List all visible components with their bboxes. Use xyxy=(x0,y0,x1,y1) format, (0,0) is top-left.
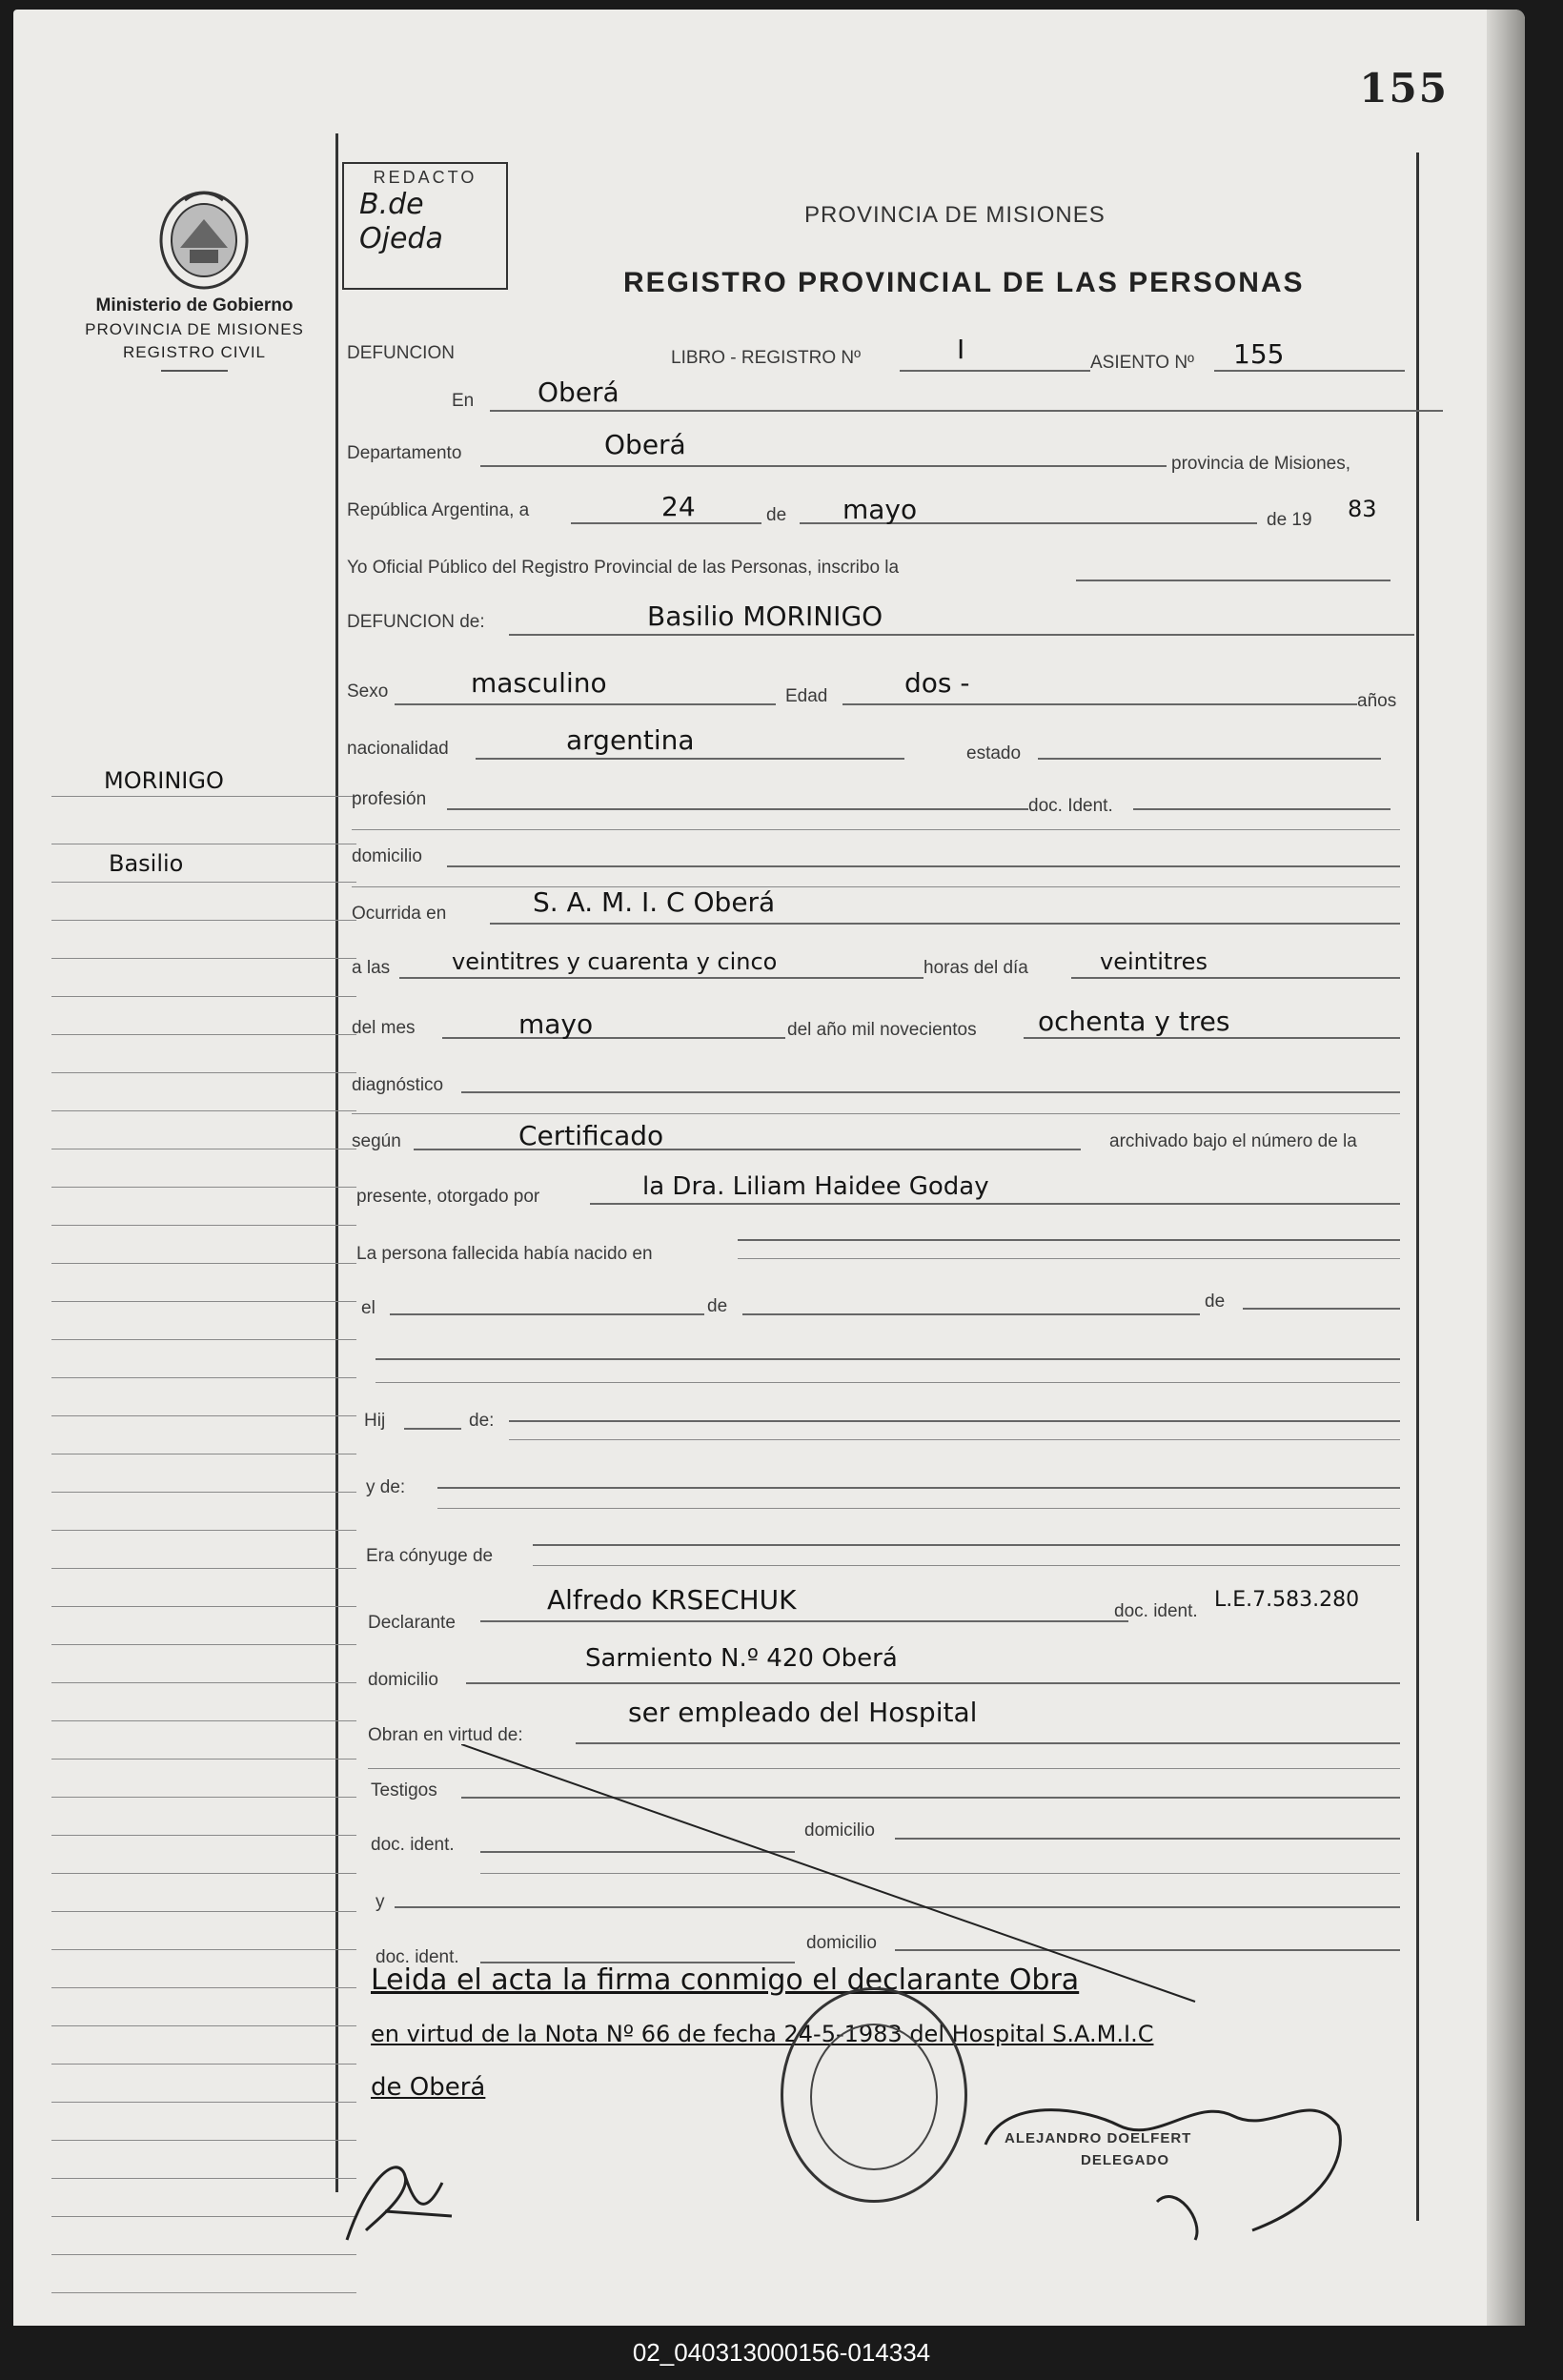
official-stamp xyxy=(781,1987,967,2203)
label-del-ano: del año mil novecientos xyxy=(787,1020,977,1040)
redacto-box xyxy=(342,162,508,290)
label-edad: Edad xyxy=(785,686,828,706)
ministry-header xyxy=(51,295,337,372)
value-edad: dos - xyxy=(904,667,970,699)
note-line1: Leida el acta la firma conmigo el declarante Obra xyxy=(371,1963,1080,1997)
label-doc-ident: doc. Ident. xyxy=(1028,796,1113,816)
label-nacionalidad: nacionalidad xyxy=(347,739,449,759)
value-mes: mayo xyxy=(842,494,918,525)
label-ocurrida: Ocurrida en xyxy=(352,904,447,924)
label-en: En xyxy=(452,391,475,411)
label-domicilio4: domicilio xyxy=(806,1933,877,1953)
register-page xyxy=(13,10,1525,2326)
label-doc-ident3: doc. ident. xyxy=(371,1835,455,1855)
label-de4: de: xyxy=(469,1411,495,1431)
label-segun: según xyxy=(352,1131,401,1151)
label-doc-ident2: doc. ident. xyxy=(1114,1601,1198,1621)
value-hora: veintitres y cuarenta y cinco xyxy=(452,948,778,975)
label-horas: horas del día xyxy=(924,958,1028,978)
left-margin-rule xyxy=(335,133,338,2192)
label-provincia: provincia de Misiones, xyxy=(1171,454,1350,474)
label-defuncion-de: DEFUNCION de: xyxy=(347,612,485,632)
value-declarante: Alfredo KRSECHUK xyxy=(547,1584,797,1616)
label-asiento: ASIENTO Nº xyxy=(1090,353,1194,373)
value-nacionalidad: argentina xyxy=(566,724,695,756)
stamp-official-title: DELEGADO xyxy=(1081,2152,1170,2168)
note-line2: en virtud de la Nota Nº 66 de fecha 24-5-1983 del Hospital S.A.M.I.C xyxy=(371,2021,1154,2047)
label-estado: estado xyxy=(966,743,1022,763)
label-de1: de xyxy=(766,505,787,525)
label-obran: Obran en virtud de: xyxy=(368,1725,523,1745)
value-declarante-doc: L.E.7.583.280 xyxy=(1214,1588,1360,1612)
value-obran: ser empleado del Hospital xyxy=(628,1697,978,1728)
label-del-mes: del mes xyxy=(352,1018,416,1038)
value-declarante-domicilio: Sarmiento N.º 420 Oberá xyxy=(585,1644,898,1673)
label-domicilio: domicilio xyxy=(352,846,422,866)
redacto-line2: Ojeda xyxy=(359,222,443,255)
value-departamento: Oberá xyxy=(604,429,686,460)
label-doc-ident4: doc. ident. xyxy=(376,1947,459,1967)
coat-of-arms-seal xyxy=(147,181,261,295)
label-de-year: de 19 xyxy=(1267,510,1312,530)
label-declarante: Declarante xyxy=(368,1613,456,1633)
label-hij: Hij xyxy=(364,1411,386,1431)
value-segun: Certificado xyxy=(518,1120,664,1151)
ministry-name: Ministerio de Gobierno xyxy=(95,295,294,315)
value-dia: 24 xyxy=(661,491,696,522)
redacto-line1: B.de xyxy=(359,188,424,221)
label-sexo: Sexo xyxy=(347,681,389,702)
label-profesion: profesión xyxy=(352,789,427,809)
label-domicilio3: domicilio xyxy=(804,1821,875,1841)
declarant-signature xyxy=(337,2145,480,2249)
value-asiento: 155 xyxy=(1233,338,1285,370)
label-libro: LIBRO - REGISTRO Nº xyxy=(671,348,862,368)
note-line3: de Oberá xyxy=(371,2073,486,2102)
label-oficial: Yo Oficial Público del Registro Provincial de las Personas, inscribo la xyxy=(347,558,900,578)
image-identifier: 02_040313000156-014334 xyxy=(632,2338,931,2367)
label-conyuge: Era cónyuge de xyxy=(366,1546,494,1566)
margin-surname: MORINIGO xyxy=(104,767,224,794)
value-ocurrida: S. A. M. I. C Oberá xyxy=(533,886,776,918)
binding-edge xyxy=(1487,10,1525,2326)
label-diagnostico: diagnóstico xyxy=(352,1075,444,1095)
value-nombre: Basilio MORINIGO xyxy=(647,600,883,632)
value-otorgado: la Dra. Liliam Haidee Goday xyxy=(642,1172,989,1201)
right-margin-rule xyxy=(1416,153,1419,2221)
label-el: el xyxy=(361,1298,376,1318)
label-presente: presente, otorgado por xyxy=(356,1187,540,1207)
label-nacido: La persona fallecida había nacido en xyxy=(356,1244,653,1264)
page-number: 155 xyxy=(1359,65,1449,112)
stamp-official-name: ALEJANDRO DOELFERT xyxy=(1005,2130,1192,2146)
label-a-las: a las xyxy=(352,958,391,978)
value-libro: I xyxy=(957,334,965,365)
redacto-label: REDACTO xyxy=(373,168,477,187)
ministry-province: PROVINCIA DE MISIONES xyxy=(85,320,304,338)
registry-title: REGISTRO PROVINCIAL DE LAS PERSONAS xyxy=(623,267,1305,298)
ministry-registry: REGISTRO CIVIL xyxy=(122,343,267,361)
label-de3: de xyxy=(1205,1292,1226,1312)
label-y-de: y de: xyxy=(366,1477,406,1497)
label-defuncion: DEFUNCION xyxy=(347,343,455,363)
value-en: Oberá xyxy=(538,376,619,408)
value-mes2: mayo xyxy=(518,1008,594,1040)
province-title: PROVINCIA DE MISIONES xyxy=(804,202,1106,228)
label-republica: República Argentina, a xyxy=(347,500,530,520)
label-departamento: Departamento xyxy=(347,443,462,463)
label-domicilio2: domicilio xyxy=(368,1670,438,1690)
margin-given-name: Basilio xyxy=(109,850,184,877)
label-archivado: archivado bajo el número de la xyxy=(1109,1131,1357,1151)
label-de2: de xyxy=(707,1296,728,1316)
label-anos: años xyxy=(1357,691,1397,711)
label-testigos: Testigos xyxy=(371,1780,437,1800)
label-y: y xyxy=(376,1892,385,1912)
value-sexo: masculino xyxy=(471,667,607,699)
value-anio: 83 xyxy=(1348,496,1377,522)
value-anio-texto: ochenta y tres xyxy=(1038,1006,1230,1037)
value-dia-texto: veintitres xyxy=(1100,948,1208,975)
